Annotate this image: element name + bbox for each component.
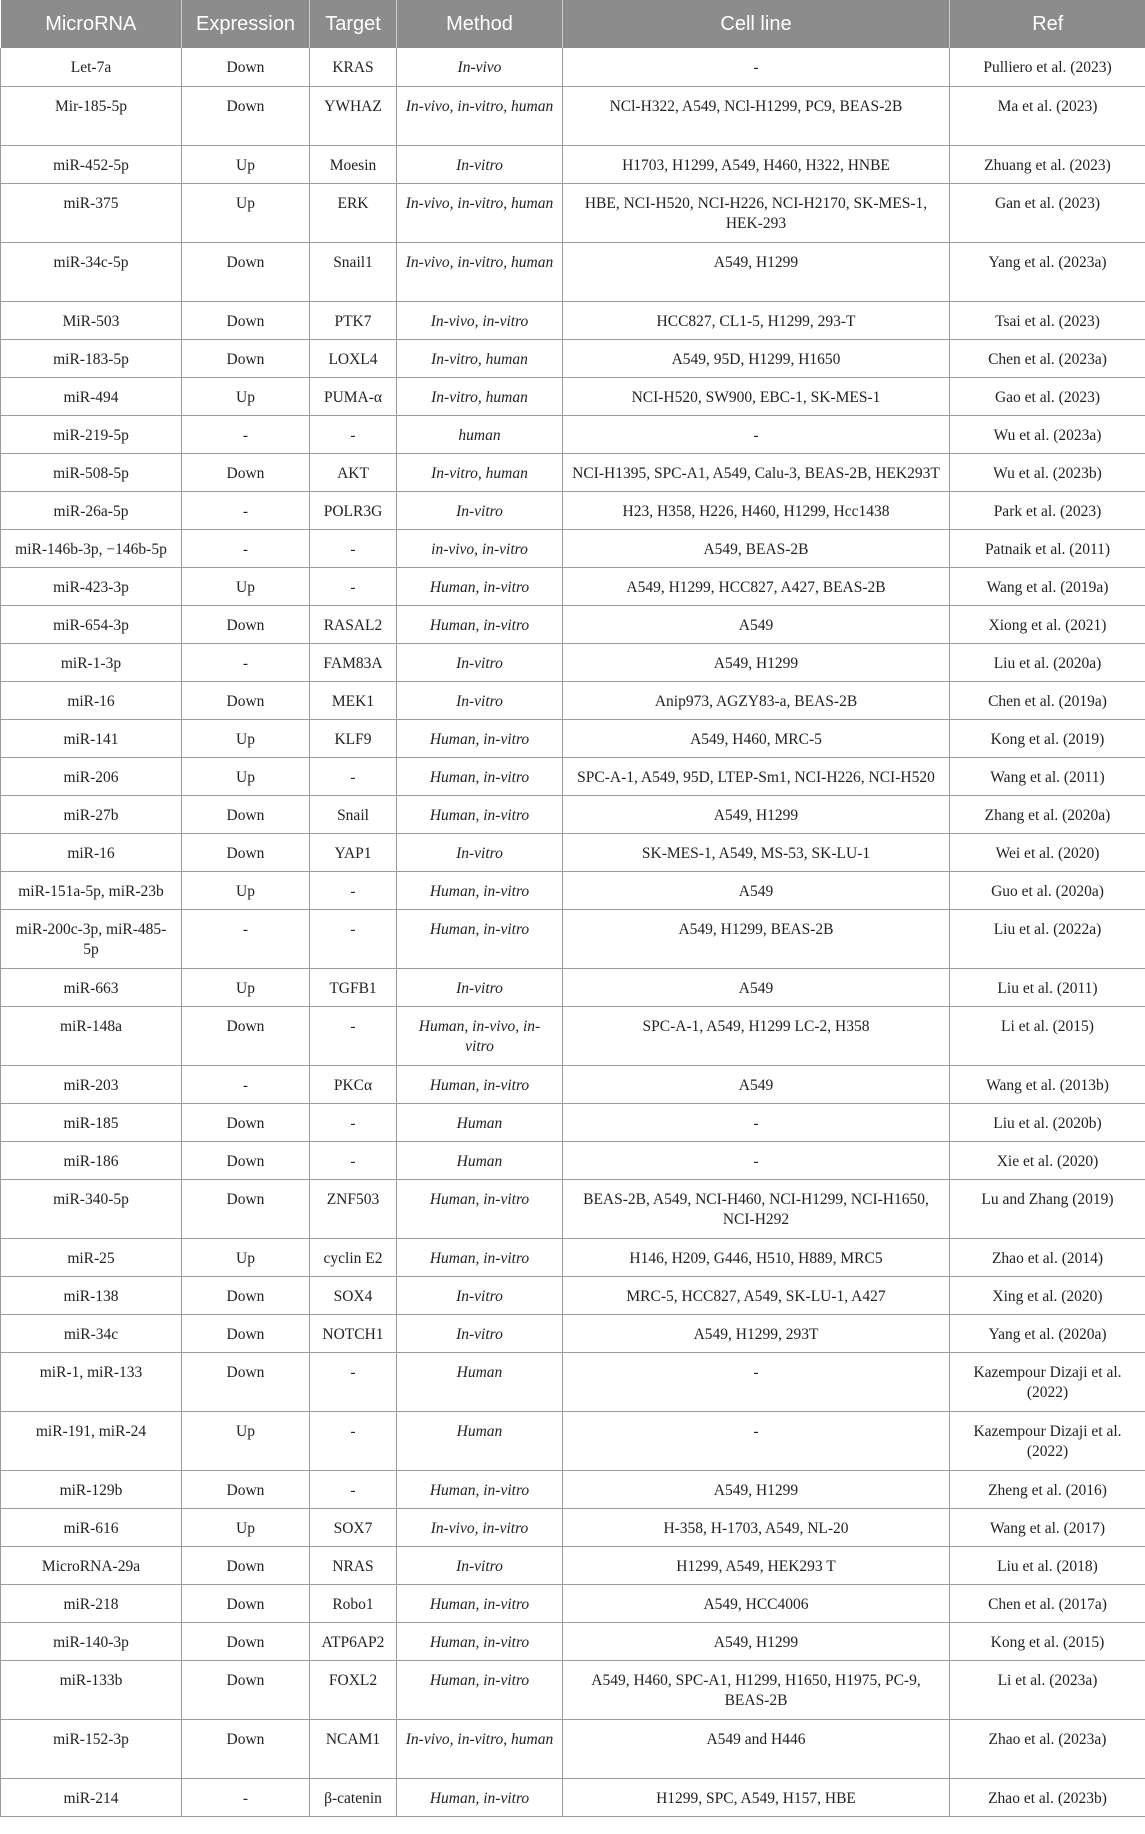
cell-expression: Down <box>182 795 310 833</box>
column-header-cell-line: Cell line <box>563 0 950 48</box>
cell-ref: Zhao et al. (2023a) <box>950 1719 1145 1778</box>
cell-ref: Guo et al. (2020a) <box>950 871 1145 909</box>
cell-method: In-vivo, in-vitro, human <box>397 1719 563 1778</box>
table-row <box>1 1778 1145 1816</box>
cell-expression: Down <box>182 1314 310 1352</box>
cell-ref: Xing et al. (2020) <box>950 1276 1145 1314</box>
cell-method: In-vitro, human <box>397 377 563 415</box>
cell-expression: Down <box>182 339 310 377</box>
cell-ref: Wang et al. (2019a) <box>950 567 1145 605</box>
cell-expression: Up <box>182 567 310 605</box>
column-header-ref: Ref <box>950 0 1145 48</box>
column-header-microrna: MicroRNA <box>1 0 182 48</box>
cell-method: In-vitro <box>397 491 563 529</box>
cell-expression: Down <box>182 1470 310 1508</box>
table-row <box>1 1719 1145 1778</box>
table-body <box>1 48 1145 1816</box>
cell-ref: Wu et al. (2023b) <box>950 453 1145 491</box>
cell-method: Human, in-vivo, in-vitro <box>397 1006 563 1065</box>
cell-mirna: miR-152-3p <box>1 1719 182 1778</box>
cell-cell-line: BEAS-2B, A549, NCI-H460, NCI-H1299, NCI-H1650, NCI-H292 <box>563 1179 950 1238</box>
cell-target: - <box>310 1352 397 1411</box>
table-row <box>1 719 1145 757</box>
cell-mirna: miR-616 <box>1 1508 182 1546</box>
cell-ref: Zhang et al. (2020a) <box>950 795 1145 833</box>
table-row <box>1 453 1145 491</box>
cell-method: In-vitro <box>397 1546 563 1584</box>
cell-method: human <box>397 415 563 453</box>
cell-expression: Down <box>182 1660 310 1719</box>
cell-target: - <box>310 871 397 909</box>
cell-ref: Kazempour Dizaji et al. (2022) <box>950 1352 1145 1411</box>
cell-method: In-vitro <box>397 643 563 681</box>
cell-ref: Zhao et al. (2023b) <box>950 1778 1145 1816</box>
cell-expression: Down <box>182 1622 310 1660</box>
cell-mirna: miR-191, miR-24 <box>1 1411 182 1470</box>
cell-target: - <box>310 1470 397 1508</box>
cell-cell-line: SK-MES-1, A549, MS-53, SK-LU-1 <box>563 833 950 871</box>
cell-mirna: miR-133b <box>1 1660 182 1719</box>
cell-cell-line: A549, H1299 <box>563 1470 950 1508</box>
table-row <box>1 183 1145 242</box>
cell-method: Human <box>397 1103 563 1141</box>
cell-target: MEK1 <box>310 681 397 719</box>
cell-mirna: miR-186 <box>1 1141 182 1179</box>
cell-ref: Zheng et al. (2016) <box>950 1470 1145 1508</box>
cell-method: In-vivo <box>397 48 563 86</box>
cell-method: Human, in-vitro <box>397 1179 563 1238</box>
cell-method: Human, in-vitro <box>397 719 563 757</box>
cell-mirna: miR-151a-5p, miR-23b <box>1 871 182 909</box>
cell-method: in-vivo, in-vitro <box>397 529 563 567</box>
cell-method: Human, in-vitro <box>397 795 563 833</box>
table-row <box>1 968 1145 1006</box>
cell-cell-line: A549, BEAS-2B <box>563 529 950 567</box>
cell-target: PTK7 <box>310 301 397 339</box>
table-row <box>1 242 1145 301</box>
table-row <box>1 1006 1145 1065</box>
cell-target: ERK <box>310 183 397 242</box>
cell-cell-line: - <box>563 1411 950 1470</box>
cell-mirna: miR-340-5p <box>1 1179 182 1238</box>
table-row <box>1 567 1145 605</box>
cell-mirna: miR-146b-3p, −146b-5p <box>1 529 182 567</box>
cell-target: SOX4 <box>310 1276 397 1314</box>
cell-mirna: miR-183-5p <box>1 339 182 377</box>
cell-expression: Down <box>182 1352 310 1411</box>
cell-ref: Liu et al. (2011) <box>950 968 1145 1006</box>
table-row <box>1 491 1145 529</box>
cell-cell-line: H1299, A549, HEK293 T <box>563 1546 950 1584</box>
cell-ref: Gao et al. (2023) <box>950 377 1145 415</box>
table-row <box>1 529 1145 567</box>
cell-target: - <box>310 757 397 795</box>
cell-cell-line: A549, H1299, 293T <box>563 1314 950 1352</box>
cell-target: NOTCH1 <box>310 1314 397 1352</box>
cell-mirna: miR-508-5p <box>1 453 182 491</box>
table-row <box>1 1622 1145 1660</box>
table-row <box>1 1470 1145 1508</box>
cell-ref: Wang et al. (2017) <box>950 1508 1145 1546</box>
cell-mirna: miR-200c-3p, miR-485-5p <box>1 909 182 968</box>
cell-expression: Down <box>182 1584 310 1622</box>
cell-method: In-vitro <box>397 833 563 871</box>
cell-target: Snail <box>310 795 397 833</box>
cell-ref: Yang et al. (2020a) <box>950 1314 1145 1352</box>
table-row <box>1 1508 1145 1546</box>
cell-cell-line: - <box>563 1103 950 1141</box>
table-row <box>1 1546 1145 1584</box>
cell-cell-line: SPC-A-1, A549, H1299 LC-2, H358 <box>563 1006 950 1065</box>
cell-target: Snail1 <box>310 242 397 301</box>
cell-expression: - <box>182 529 310 567</box>
cell-ref: Kong et al. (2019) <box>950 719 1145 757</box>
cell-target: - <box>310 1006 397 1065</box>
cell-cell-line: A549, H460, SPC-A1, H1299, H1650, H1975, PC-9, BEAS-2B <box>563 1660 950 1719</box>
cell-cell-line: A549, H1299 <box>563 1622 950 1660</box>
cell-cell-line: - <box>563 1141 950 1179</box>
cell-method: In-vitro <box>397 968 563 1006</box>
table-row <box>1 1103 1145 1141</box>
cell-expression: Down <box>182 1141 310 1179</box>
cell-ref: Yang et al. (2023a) <box>950 242 1145 301</box>
cell-mirna: Mir-185-5p <box>1 86 182 145</box>
cell-cell-line: NCI-H1395, SPC-A1, A549, Calu-3, BEAS-2B, HEK293T <box>563 453 950 491</box>
cell-ref: Liu et al. (2022a) <box>950 909 1145 968</box>
cell-ref: Gan et al. (2023) <box>950 183 1145 242</box>
table-row <box>1 377 1145 415</box>
table-row <box>1 757 1145 795</box>
cell-method: Human <box>397 1411 563 1470</box>
table-row <box>1 833 1145 871</box>
cell-expression: - <box>182 1778 310 1816</box>
table-row <box>1 643 1145 681</box>
table-row <box>1 909 1145 968</box>
cell-cell-line: A549 <box>563 871 950 909</box>
cell-mirna: miR-26a-5p <box>1 491 182 529</box>
cell-expression: Up <box>182 1411 310 1470</box>
cell-cell-line: A549 <box>563 605 950 643</box>
cell-mirna: miR-148a <box>1 1006 182 1065</box>
cell-expression: - <box>182 643 310 681</box>
cell-method: In-vitro <box>397 1276 563 1314</box>
cell-ref: Chen et al. (2019a) <box>950 681 1145 719</box>
cell-cell-line: - <box>563 1352 950 1411</box>
cell-target: ATP6AP2 <box>310 1622 397 1660</box>
cell-expression: - <box>182 415 310 453</box>
cell-target: Moesin <box>310 145 397 183</box>
cell-mirna: miR-663 <box>1 968 182 1006</box>
cell-expression: Down <box>182 453 310 491</box>
cell-cell-line: H146, H209, G446, H510, H889, MRC5 <box>563 1238 950 1276</box>
cell-cell-line: Anip973, AGZY83-a, BEAS-2B <box>563 681 950 719</box>
cell-ref: Li et al. (2023a) <box>950 1660 1145 1719</box>
cell-cell-line: A549, H1299, HCC827, A427, BEAS-2B <box>563 567 950 605</box>
cell-method: Human, in-vitro <box>397 1470 563 1508</box>
cell-mirna: miR-219-5p <box>1 415 182 453</box>
cell-ref: Lu and Zhang (2019) <box>950 1179 1145 1238</box>
table-row <box>1 415 1145 453</box>
cell-method: Human, in-vitro <box>397 605 563 643</box>
table-row <box>1 681 1145 719</box>
cell-ref: Liu et al. (2020a) <box>950 643 1145 681</box>
cell-method: Human <box>397 1352 563 1411</box>
cell-target: - <box>310 415 397 453</box>
cell-target: ZNF503 <box>310 1179 397 1238</box>
cell-target: PUMA-α <box>310 377 397 415</box>
cell-mirna: miR-185 <box>1 1103 182 1141</box>
cell-method: In-vivo, in-vitro <box>397 1508 563 1546</box>
cell-target: SOX7 <box>310 1508 397 1546</box>
column-header-expression: Expression <box>182 0 310 48</box>
cell-method: Human, in-vitro <box>397 1584 563 1622</box>
cell-cell-line: H-358, H-1703, A549, NL-20 <box>563 1508 950 1546</box>
cell-cell-line: HCC827, CL1-5, H1299, 293-T <box>563 301 950 339</box>
cell-method: In-vitro <box>397 681 563 719</box>
cell-cell-line: A549, 95D, H1299, H1650 <box>563 339 950 377</box>
cell-target: POLR3G <box>310 491 397 529</box>
cell-expression: - <box>182 491 310 529</box>
table-row <box>1 145 1145 183</box>
cell-target: AKT <box>310 453 397 491</box>
cell-cell-line: - <box>563 415 950 453</box>
cell-cell-line: A549, HCC4006 <box>563 1584 950 1622</box>
cell-cell-line: NCl-H322, A549, NCl-H1299, PC9, BEAS-2B <box>563 86 950 145</box>
cell-target: RASAL2 <box>310 605 397 643</box>
cell-target: KRAS <box>310 48 397 86</box>
cell-mirna: miR-16 <box>1 833 182 871</box>
cell-expression: Up <box>182 871 310 909</box>
cell-target: YWHAZ <box>310 86 397 145</box>
column-header-method: Method <box>397 0 563 48</box>
cell-expression: Down <box>182 1546 310 1584</box>
cell-method: Human, in-vitro <box>397 909 563 968</box>
cell-method: In-vitro, human <box>397 453 563 491</box>
cell-method: In-vitro <box>397 1314 563 1352</box>
cell-cell-line: A549, H1299, BEAS-2B <box>563 909 950 968</box>
cell-mirna: miR-375 <box>1 183 182 242</box>
cell-target: β-catenin <box>310 1778 397 1816</box>
table-row <box>1 795 1145 833</box>
cell-ref: Li et al. (2015) <box>950 1006 1145 1065</box>
cell-ref: Wang et al. (2011) <box>950 757 1145 795</box>
cell-mirna: miR-423-3p <box>1 567 182 605</box>
cell-cell-line: A549 <box>563 1065 950 1103</box>
table-row <box>1 86 1145 145</box>
cell-mirna: miR-206 <box>1 757 182 795</box>
cell-target: TGFB1 <box>310 968 397 1006</box>
cell-method: In-vitro <box>397 145 563 183</box>
cell-mirna: miR-140-3p <box>1 1622 182 1660</box>
cell-ref: Xiong et al. (2021) <box>950 605 1145 643</box>
table-row <box>1 48 1145 86</box>
cell-ref: Chen et al. (2023a) <box>950 339 1145 377</box>
cell-cell-line: H23, H358, H226, H460, H1299, Hcc1438 <box>563 491 950 529</box>
cell-expression: Down <box>182 1103 310 1141</box>
cell-ref: Tsai et al. (2023) <box>950 301 1145 339</box>
cell-mirna: miR-138 <box>1 1276 182 1314</box>
cell-expression: Down <box>182 605 310 643</box>
cell-ref: Kong et al. (2015) <box>950 1622 1145 1660</box>
cell-ref: Xie et al. (2020) <box>950 1141 1145 1179</box>
cell-cell-line: NCI-H520, SW900, EBC-1, SK-MES-1 <box>563 377 950 415</box>
cell-ref: Wei et al. (2020) <box>950 833 1145 871</box>
cell-expression: Up <box>182 377 310 415</box>
cell-cell-line: A549, H1299 <box>563 643 950 681</box>
cell-expression: Down <box>182 48 310 86</box>
cell-mirna: MicroRNA-29a <box>1 1546 182 1584</box>
cell-ref: Liu et al. (2018) <box>950 1546 1145 1584</box>
cell-mirna: Let-7a <box>1 48 182 86</box>
table-row <box>1 339 1145 377</box>
table-row <box>1 1411 1145 1470</box>
cell-expression: Down <box>182 301 310 339</box>
cell-ref: Wu et al. (2023a) <box>950 415 1145 453</box>
cell-mirna: miR-129b <box>1 1470 182 1508</box>
table-row <box>1 1660 1145 1719</box>
cell-cell-line: A549, H1299 <box>563 242 950 301</box>
cell-target: - <box>310 529 397 567</box>
cell-expression: Down <box>182 1276 310 1314</box>
cell-mirna: miR-218 <box>1 1584 182 1622</box>
cell-target: - <box>310 567 397 605</box>
cell-mirna: miR-203 <box>1 1065 182 1103</box>
cell-method: In-vivo, in-vitro, human <box>397 242 563 301</box>
table-row <box>1 1179 1145 1238</box>
cell-expression: Down <box>182 681 310 719</box>
cell-mirna: miR-1-3p <box>1 643 182 681</box>
cell-method: Human, in-vitro <box>397 1238 563 1276</box>
cell-target: NRAS <box>310 1546 397 1584</box>
cell-ref: Park et al. (2023) <box>950 491 1145 529</box>
cell-target: YAP1 <box>310 833 397 871</box>
cell-ref: Ma et al. (2023) <box>950 86 1145 145</box>
cell-mirna: miR-141 <box>1 719 182 757</box>
cell-target: KLF9 <box>310 719 397 757</box>
cell-method: In-vitro, human <box>397 339 563 377</box>
cell-ref: Liu et al. (2020b) <box>950 1103 1145 1141</box>
cell-method: Human, in-vitro <box>397 757 563 795</box>
cell-ref: Wang et al. (2013b) <box>950 1065 1145 1103</box>
cell-expression: Down <box>182 1006 310 1065</box>
table-row <box>1 1584 1145 1622</box>
cell-mirna: miR-494 <box>1 377 182 415</box>
cell-method: Human, in-vitro <box>397 871 563 909</box>
cell-expression: - <box>182 1065 310 1103</box>
cell-mirna: miR-27b <box>1 795 182 833</box>
cell-mirna: miR-654-3p <box>1 605 182 643</box>
cell-expression: Up <box>182 719 310 757</box>
cell-expression: Down <box>182 833 310 871</box>
cell-mirna: MiR-503 <box>1 301 182 339</box>
cell-mirna: miR-1, miR-133 <box>1 1352 182 1411</box>
table-row <box>1 605 1145 643</box>
cell-target: Robo1 <box>310 1584 397 1622</box>
table-row <box>1 1238 1145 1276</box>
cell-cell-line: A549 and H446 <box>563 1719 950 1778</box>
table-row <box>1 301 1145 339</box>
column-header-target: Target <box>310 0 397 48</box>
cell-expression: - <box>182 909 310 968</box>
table-row <box>1 871 1145 909</box>
cell-target: - <box>310 1411 397 1470</box>
cell-expression: Up <box>182 968 310 1006</box>
cell-target: NCAM1 <box>310 1719 397 1778</box>
header-row <box>1 0 1145 48</box>
table-row <box>1 1141 1145 1179</box>
cell-ref: Patnaik et al. (2011) <box>950 529 1145 567</box>
cell-expression: Up <box>182 1508 310 1546</box>
cell-cell-line: - <box>563 48 950 86</box>
cell-cell-line: SPC-A-1, A549, 95D, LTEP-Sm1, NCI-H226, NCI-H520 <box>563 757 950 795</box>
cell-target: cyclin E2 <box>310 1238 397 1276</box>
cell-expression: Up <box>182 145 310 183</box>
cell-cell-line: A549 <box>563 968 950 1006</box>
cell-ref: Zhao et al. (2014) <box>950 1238 1145 1276</box>
cell-method: Human <box>397 1141 563 1179</box>
cell-mirna: miR-214 <box>1 1778 182 1816</box>
cell-target: - <box>310 909 397 968</box>
cell-expression: Up <box>182 1238 310 1276</box>
cell-target: - <box>310 1103 397 1141</box>
cell-method: In-vivo, in-vitro <box>397 301 563 339</box>
cell-mirna: miR-34c <box>1 1314 182 1352</box>
table-row <box>1 1276 1145 1314</box>
table-row <box>1 1065 1145 1103</box>
cell-method: Human, in-vitro <box>397 1778 563 1816</box>
cell-cell-line: H1299, SPC, A549, H157, HBE <box>563 1778 950 1816</box>
table-row <box>1 1314 1145 1352</box>
cell-target: FOXL2 <box>310 1660 397 1719</box>
cell-cell-line: MRC-5, HCC827, A549, SK-LU-1, A427 <box>563 1276 950 1314</box>
cell-method: In-vivo, in-vitro, human <box>397 183 563 242</box>
cell-method: Human, in-vitro <box>397 1622 563 1660</box>
cell-expression: Up <box>182 757 310 795</box>
cell-mirna: miR-452-5p <box>1 145 182 183</box>
cell-cell-line: H1703, H1299, A549, H460, H322, HNBE <box>563 145 950 183</box>
cell-cell-line: A549, H1299 <box>563 795 950 833</box>
cell-expression: Down <box>182 1719 310 1778</box>
cell-mirna: miR-16 <box>1 681 182 719</box>
cell-expression: Down <box>182 86 310 145</box>
cell-mirna: miR-25 <box>1 1238 182 1276</box>
cell-method: In-vivo, in-vitro, human <box>397 86 563 145</box>
cell-expression: Down <box>182 1179 310 1238</box>
cell-ref: Pulliero et al. (2023) <box>950 48 1145 86</box>
cell-ref: Chen et al. (2017a) <box>950 1584 1145 1622</box>
cell-method: Human, in-vitro <box>397 1660 563 1719</box>
cell-method: Human, in-vitro <box>397 567 563 605</box>
cell-cell-line: A549, H460, MRC-5 <box>563 719 950 757</box>
cell-mirna: miR-34c-5p <box>1 242 182 301</box>
cell-expression: Up <box>182 183 310 242</box>
cell-ref: Zhuang et al. (2023) <box>950 145 1145 183</box>
cell-target: PKCα <box>310 1065 397 1103</box>
cell-target: LOXL4 <box>310 339 397 377</box>
cell-target: FAM83A <box>310 643 397 681</box>
cell-expression: Down <box>182 242 310 301</box>
cell-cell-line: HBE, NCI-H520, NCI-H226, NCI-H2170, SK-MES-1, HEK-293 <box>563 183 950 242</box>
cell-target: - <box>310 1141 397 1179</box>
cell-ref: Kazempour Dizaji et al. (2022) <box>950 1411 1145 1470</box>
table-row <box>1 1352 1145 1411</box>
cell-method: Human, in-vitro <box>397 1065 563 1103</box>
